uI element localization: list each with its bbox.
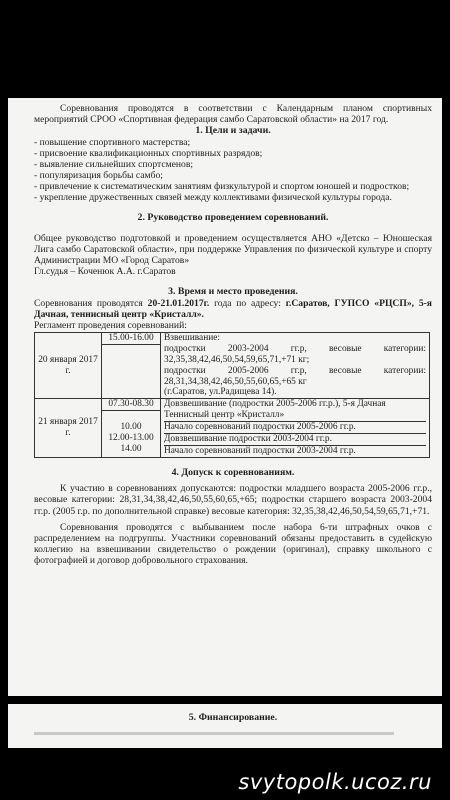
schedule-time: 07.30-08.30 10.00 12.00-13.00 14.00 xyxy=(102,399,161,458)
admission-paragraph: К участию в соревнованиях допускаются: подростки младшего возраста 2005-2006 гг.р., весовые категории: 28,31,34,38,42,46,50,55,60,65,+65; подростки старшего возраста 2003-2004 гг.р. (2005 г.р. по дополнительной справке) весовые категория: 32,35,38,42,46,50,54,59,65,71,+71. xyxy=(34,483,432,517)
site-watermark: svytopolk.ucoz.ru xyxy=(238,770,432,794)
section-4-title: 4. Допуск к соревнованиям. xyxy=(171,466,295,478)
schedule-table xyxy=(34,332,430,458)
next-page-fragment xyxy=(8,704,442,748)
schedule-time: 15.00-16.00 xyxy=(102,332,161,398)
schedule-date: 20 января 2017 г. xyxy=(35,332,102,398)
goal-item: - популяризация борьбы самбо; xyxy=(34,169,163,181)
section-2-title: 2. Руководство проведением соревнований. xyxy=(137,212,329,224)
section-3-title: 3. Время и место проведения. xyxy=(168,286,298,298)
table-row xyxy=(35,332,430,398)
schedule-date: 21 января 2017 г. xyxy=(35,399,102,458)
goal-item: - присвоение квалификационных спортивных разрядов; xyxy=(34,147,263,159)
goal-item: - повышение спортивного мастерства; xyxy=(34,136,191,148)
schedule-details: Взвешивание: подростки 2003-2004 гг.р, весовые категории: 32,35,38,42,46,50,54,59,65,71,+71 кг; подростки 2005-2006 гг.р, весовые категории: 28,31,34,38,42,46,50,55,60,65,+65 кг (г.Саратов, ул.Радищева 14). xyxy=(161,332,430,398)
rules-paragraph: Соревнования проводятся с выбыванием после набора 6-ти штрафных очков с распределением на подгруппы. Участники соревнований обязаны предоставить в судейскую коллегию на взвешивании свидетельство о рождении (оригинал), справку школьного с фотографией и договор добровольного страхования. xyxy=(34,521,432,566)
goal-item: - привлечение к систематическим занятиям физкультурой и спортом юношей и подростков; xyxy=(34,181,410,193)
intro-paragraph: Соревнования проводятся в соответствии с Календарным планом спортивных мероприятий СРОО «Спортивная федерация самбо Саратовской области» на 2017 год. xyxy=(34,103,432,126)
goal-item: - выявление сильнейших спортсменов; xyxy=(34,158,194,170)
management-paragraph: Общее руководство подготовкой и проведением осуществляется АНО «Детско – Юношеская Лига самбо Саратовской области», при поддержке Управления по физической культуре и спорту Администрации МО «Город Саратов» xyxy=(34,232,432,266)
venue-lead: Соревнования проводятся xyxy=(34,297,148,309)
venue-address: г.Саратов, ГУПСО «РЦСП», 5-я Дачная, теннисный центр «Кристалл». xyxy=(34,297,433,320)
section-1-title: 1. Цели и задачи. xyxy=(195,125,271,137)
goal-item: - укрепление дружественных связей между коллективами физической культуры города. xyxy=(34,192,392,204)
chief-judge: Гл.судья – Коченюк А.А. г.Саратов xyxy=(34,266,176,278)
cut-off-text-line xyxy=(34,732,394,735)
event-dates: 20-21.01.2017г. xyxy=(147,297,210,309)
venue-mid: года по адресу: xyxy=(209,297,286,309)
venue-paragraph xyxy=(34,298,432,320)
schedule-details: Довзвешивание (подростки 2005-2006 гг.р.), 5-я Дачная Теннисный центр «Кристалл» Начало соревнований подростки 2005-2006 гг.р. Довзвешивание подростки 2003-2004 гг.р. Начало соревнований подростки 2003-2004 гг.р. xyxy=(161,399,430,458)
table-row xyxy=(35,399,430,458)
schedule-heading: Регламент проведения соревнований: xyxy=(34,319,187,331)
section-5-title: 5. Финансирование. xyxy=(188,712,278,723)
document-page xyxy=(8,98,442,696)
